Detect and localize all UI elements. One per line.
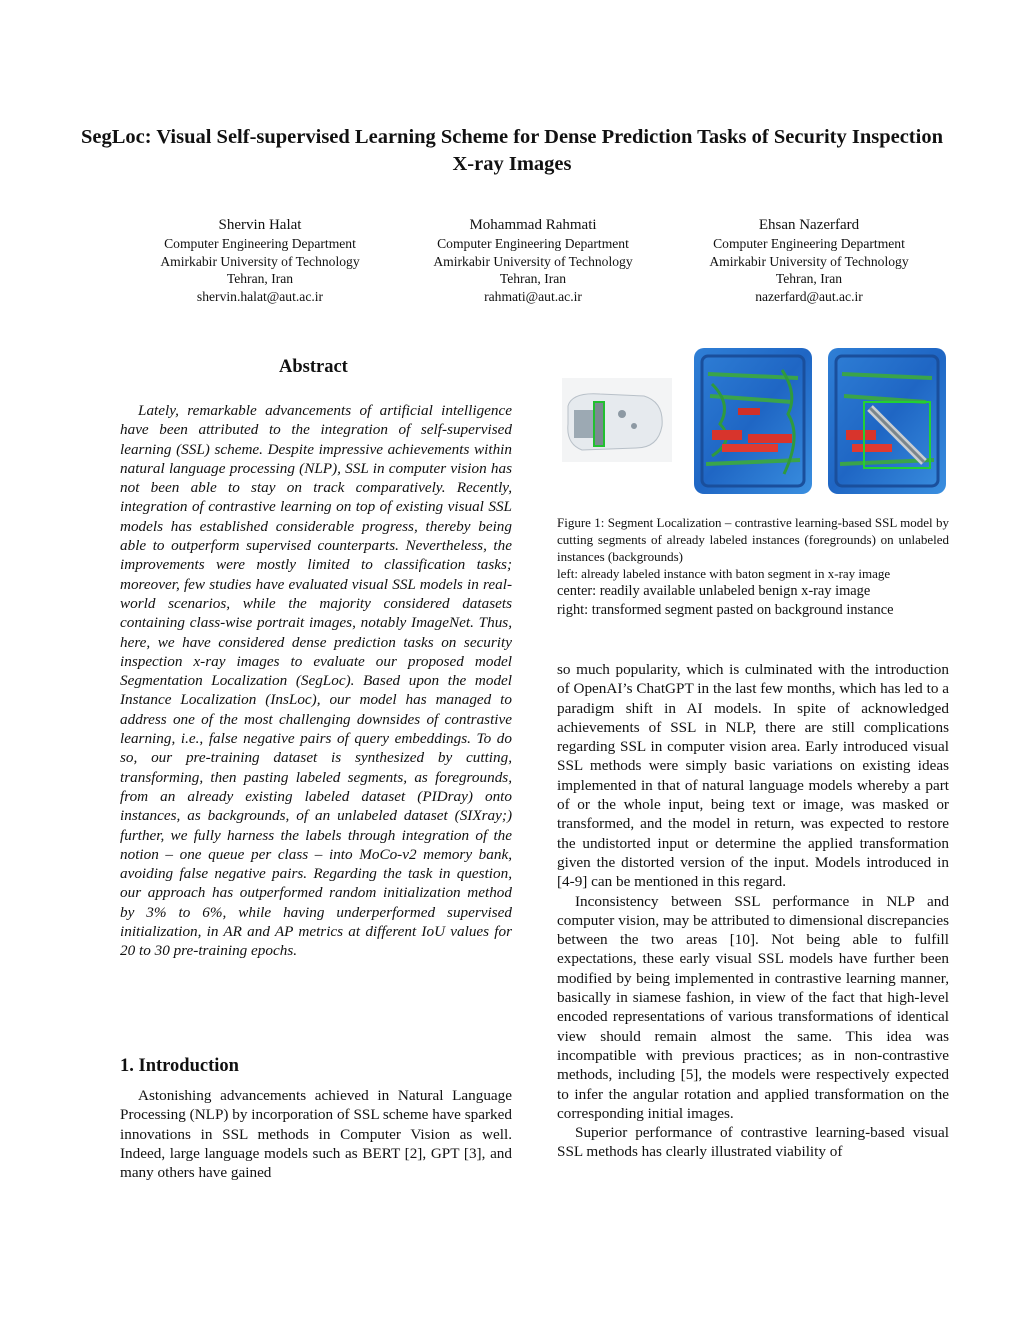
author-email: rahmati@aut.ac.ir bbox=[484, 288, 582, 304]
right-paragraph-3: Superior performance of contrastive learning-based visual SSL methods has clearly illustrated viability of bbox=[557, 1124, 949, 1161]
author-email: nazerfard@aut.ac.ir bbox=[755, 288, 863, 304]
author-location: Tehran, Iran bbox=[499, 271, 567, 286]
figure-panel-center bbox=[694, 348, 812, 494]
right-paragraph-1: so much popularity, which is culminated with the introduction of OpenAI’s ChatGPT in the last few months, which has led to a paradigm shift in AI models. In spite of acknowledged achievements of SSL in NLP, there are still complications regarding SSL in computer vision area. Early introduced visual SSL methods were simply basic variations on existing ideas implemented in that of natural language models whereby a part of or the whole input, being text or image, was masked or transformed, and the model in return, was expected to restore the undistorted input or determine the applied transformation given the distorted version of the input. Models introduced in [4-9] can be mentioned in this regard. bbox=[557, 661, 949, 891]
author-name: Ehsan Nazerfard bbox=[758, 217, 860, 233]
figure-1-caption bbox=[557, 514, 949, 620]
author-location: Tehran, Iran bbox=[226, 271, 294, 286]
author-university: Amirkabir University of Technology bbox=[709, 253, 909, 269]
intro-paragraph: Astonishing advancements achieved in Natural Language Processing (NLP) by incorporation of SSL scheme have sparked innovations in SSL methods in Computer Vision as well. Indeed, large language models such as BERT [2], GPT [3], and many others have gained bbox=[120, 1087, 512, 1182]
abstract-heading: Abstract bbox=[279, 357, 348, 377]
figure-1-image bbox=[562, 344, 950, 498]
intro-section bbox=[120, 1086, 512, 1182]
caption-main: Figure 1: Segment Localization – contrastive learning-based SSL model by cutting segments of already labeled instances (foregrounds) on unlabeled instances (backgrounds) bbox=[557, 515, 949, 564]
abstract-text: Lately, remarkable advancements of artificial intelligence have been attributed to the integration of self-supervised learning (SSL) scheme. Despite impressive achievements within natural language processing (NLP), SSL in computer vision has not been able to stay on track comparatively. Recently, integration of contrastive learning on top of existing visual SSL models has established considerable progress, thereby being able to outperform supervised counterparts. Nevertheless, the improvements were mostly limited to classification tasks; moreover, few studies have evaluated visual SSL models in real-world scenarios, while the majority considered datasets containing class-wise portrait images, notably ImageNet. Thus, here, we have considered dense prediction tasks on security inspection x-ray images to evaluate our proposed model Segmentation Localization (SegLoc). Based upon the model Instance Localization (InsLoc), our model has managed to address one of the most challenging downsides of contrastive learning, i.e., false negative pairs of query embeddings. To do so, our pre-training dataset is synthesized by cutting, transforming, then pasting labeled segments, as foregrounds, from an already existing labeled dataset (PIDray) onto instances, as backgrounds, of an unlabeled dataset (SIXray;) further, we fully harness the labels through integration of the notion – one queue per class – into MoCo-v2 memory bank, avoiding false negative pairs. Regarding the task in question, our approach has outperformed random initialization method by 3% to 6%, while having underperformed supervised initialization, in AR and AP metrics at different IoU values for 20 to 30 pre-training epochs. bbox=[120, 402, 512, 960]
right-paragraph-2: Inconsistency between SSL performance in NLP and computer vision, may be attributed to dimensional discrepancies between the two areas [10]. Not being able to fulfill expectations, these early visual SSL models have further been modified by being implemented in contrastive learning manner, basically in siamese fashion, in view of the fact that high-level encoded representations of various transformations of identical view should remain almost the same. This idea was incompatible with previous practices; as in non-contrastive methods, including [5], the models were respectively expected to infer the angular rotation and applied transformation on the corresponding initial images. bbox=[557, 892, 949, 1122]
author-name: Mohammad Rahmati bbox=[469, 217, 597, 233]
abstract-section bbox=[120, 401, 512, 961]
author-department: Computer Engineering Department bbox=[437, 236, 629, 251]
author-block bbox=[120, 216, 940, 316]
intro-heading: 1. Introduction bbox=[120, 1056, 239, 1076]
author-2 bbox=[393, 216, 673, 305]
caption-left: left: already labeled instance with baton segment in x-ray image bbox=[557, 566, 891, 581]
right-column-text bbox=[557, 660, 949, 1162]
author-department: Computer Engineering Department bbox=[164, 236, 356, 251]
author-university: Amirkabir University of Technology bbox=[160, 253, 360, 269]
author-university: Amirkabir University of Technology bbox=[433, 253, 633, 269]
author-3 bbox=[669, 216, 949, 305]
paper-title: SegLoc: Visual Self-supervised Learning Scheme for Dense Prediction Tasks of Security Inspection X-ray Images bbox=[81, 126, 943, 175]
author-department: Computer Engineering Department bbox=[713, 236, 905, 251]
caption-right: right: transformed segment pasted on background instance bbox=[557, 602, 894, 618]
author-location: Tehran, Iran bbox=[775, 271, 843, 286]
author-email: shervin.halat@aut.ac.ir bbox=[196, 288, 324, 304]
author-1 bbox=[120, 216, 400, 305]
caption-center: center: readily available unlabeled benign x-ray image bbox=[557, 583, 871, 599]
figure-panel-left bbox=[562, 378, 672, 462]
figure-panel-right bbox=[828, 348, 946, 494]
author-name: Shervin Halat bbox=[218, 217, 302, 233]
